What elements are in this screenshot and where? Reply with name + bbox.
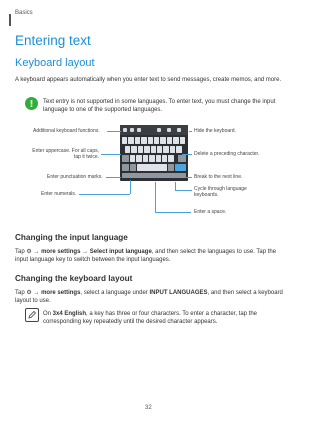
keyboard-key [173, 137, 178, 144]
pencil-icon [25, 308, 39, 322]
keyboard-key [154, 137, 159, 144]
callout-delete: Delete a preceding character. [194, 151, 260, 157]
callout-space: Enter a space. [194, 209, 227, 215]
keyboard-key [135, 137, 140, 144]
period-key [168, 164, 174, 171]
keyboard-layout-heading: Keyboard layout [15, 57, 95, 69]
callout-additional-functions: Additional keyboard functions. [33, 128, 100, 134]
delete-key [178, 155, 186, 162]
section-label: Basics [15, 10, 33, 16]
keyboard-key [180, 137, 185, 144]
keyboard-key [156, 155, 161, 162]
keyboard-key [144, 146, 149, 153]
keyboard-key [143, 155, 148, 162]
gear-icon: ⚙ [26, 290, 32, 296]
layout-note: On 3x4 English, a key has three or four characters. To enter a character, tap the corresponding key repeatedly until the desired character appears. [43, 311, 258, 325]
keyboard-key [157, 146, 162, 153]
keyboard-key [163, 146, 168, 153]
gear-icon: ⚙ [26, 249, 32, 255]
keyboard-key [125, 146, 130, 153]
language-note: Text entry is not supported in some languages. To enter text, you must change the input language to one of the supported languages. [43, 99, 276, 113]
keyboard-key [160, 137, 165, 144]
callout-hide-keyboard: Hide the keyboard. [194, 128, 236, 134]
keyboard-key [130, 155, 135, 162]
page-number: 32 [145, 405, 152, 411]
callout-numerals: Enter numerals. [41, 191, 77, 197]
shift-key [122, 155, 129, 162]
keyboard-bottom-bar [122, 173, 186, 178]
space-key [137, 164, 167, 171]
keyboard-key [167, 137, 172, 144]
callout-cycle-language: Cycle through language keyboards. [194, 186, 247, 198]
language-key [130, 164, 136, 171]
exclamation-icon [25, 97, 38, 110]
keyboard-key [149, 155, 154, 162]
keyboard-key [138, 146, 143, 153]
keyboard-key [122, 137, 127, 144]
keyboard-key [151, 146, 156, 153]
keyboard-key [168, 155, 173, 162]
header-rule [9, 14, 11, 26]
keyboard-image [120, 125, 188, 181]
enter-key [175, 164, 186, 171]
change-language-heading: Changing the input language [15, 233, 128, 242]
change-layout-text: Tap ⚙ → more settings, select a language under INPUT LANGUAGES, and then select a keyboard layout to use. [15, 290, 283, 304]
keyboard-key [162, 155, 167, 162]
callout-line-break: Break to the next line. [194, 174, 243, 180]
page-title: Entering text [15, 33, 91, 48]
keyboard-key [128, 137, 133, 144]
change-language-text: Tap ⚙ → more settings → Select input language, and then select the languages to use. Tap the input language key to switch between the input languages. [15, 249, 277, 263]
symbols-key [122, 164, 129, 171]
keyboard-layout-intro: A keyboard appears automatically when you enter text to send messages, create memos, and more. [15, 77, 282, 83]
callout-punctuation: Enter punctuation marks. [47, 174, 103, 180]
change-layout-heading: Changing the keyboard layout [15, 274, 133, 283]
keyboard-key [136, 155, 141, 162]
keyboard-key [141, 137, 146, 144]
keyboard-key [131, 146, 136, 153]
keyboard-key [170, 146, 175, 153]
keyboard-key [176, 146, 181, 153]
keyboard-key [148, 137, 153, 144]
callout-uppercase: Enter uppercase. For all caps, tap it twice. [32, 148, 99, 160]
